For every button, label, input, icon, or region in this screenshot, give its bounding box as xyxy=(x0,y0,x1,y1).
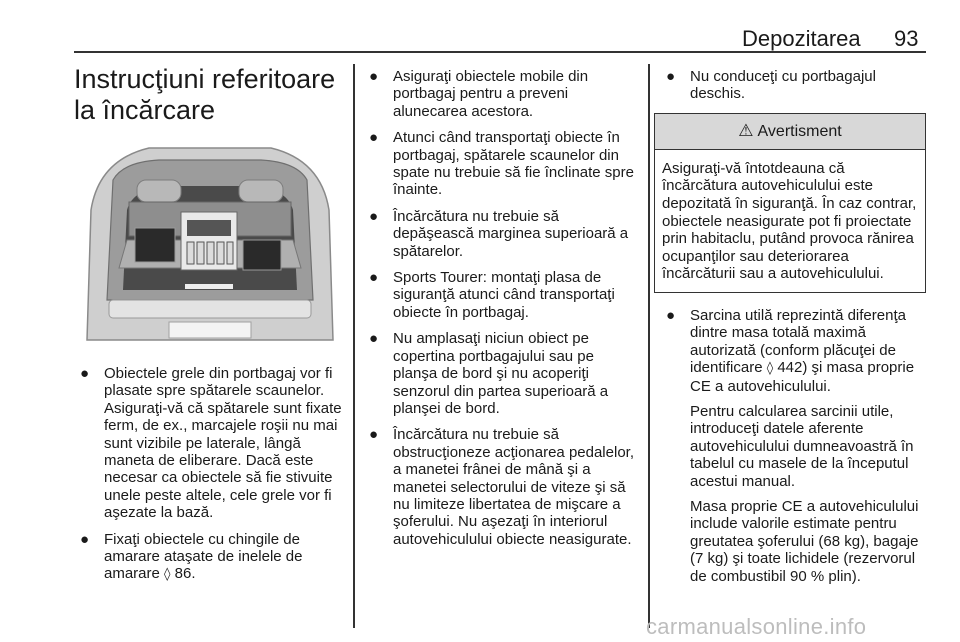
list-item xyxy=(369,269,639,321)
bullet-icon: ● xyxy=(369,207,379,225)
paragraph-text: Obiectele grele din portbagaj vor fi plasate spre spătarele scaunelor. Asiguraţi-vă că spătarele sunt fixate ferm, de ex., marcajele roşii nu mai sunt vizibile pe laterale, lângă maneta de eliberare. Dacă este necesar ca obiectele să fie stivuite unele peste altele, cele grele vor fi aşezate la bază. xyxy=(104,365,342,522)
list-item xyxy=(666,68,928,103)
section-title-line-1: Instrucţiuni referitoare xyxy=(74,64,336,94)
page-reference-icon: ◊ xyxy=(766,361,774,377)
paragraph-text xyxy=(104,531,350,584)
section-title xyxy=(74,64,344,126)
page-reference-icon: ◊ xyxy=(164,567,171,583)
list-item xyxy=(369,68,639,120)
bullet-icon: ● xyxy=(369,129,379,147)
bullet-icon: ● xyxy=(80,530,90,548)
paragraph-text: Sarcina utilă reprezintă diferenţa dintre masa totală maximă autorizată (conform plăcuţei de identificare xyxy=(690,306,906,377)
warning-box xyxy=(654,113,926,293)
paragraph-text: Pentru calcularea sarcinii utile, introduceţi datele aferente autovehiculului dumneavoastră în tabelul cu masele de la începutul acestui manual. xyxy=(690,403,914,490)
car-trunk-drawing xyxy=(79,140,341,350)
bullet-icon: ● xyxy=(369,330,379,348)
list-item xyxy=(369,330,639,417)
paragraph-text: Încărcătura nu trebuie să depăşească marginea superioară a spătarelor. xyxy=(393,207,629,260)
column-1 xyxy=(80,365,350,593)
page-reference[interactable]: 442) şi masa proprie CE a autovehiculului. xyxy=(690,359,915,395)
paragraph-text: Sports Tourer: montaţi plasa de siguranţă atunci când transportaţi obiecte în portbagaj. xyxy=(393,269,615,321)
list-item xyxy=(80,365,350,522)
page-number: 93 xyxy=(894,26,919,51)
bullet-icon: ● xyxy=(369,269,379,287)
list-item xyxy=(369,129,639,199)
paragraph-text: Încărcătura nu trebuie să obstrucţioneze acţionarea pedalelor, a manetei frânei de mână şi a manetei selectorului de viteze şi să nu limiteze libertatea de mişcare a şoferului. Nu aşezaţi în interiorul autovehiculului obiecte neasigurate. xyxy=(393,426,634,548)
list-item xyxy=(369,208,639,260)
paragraph-text: Asiguraţi obiectele mobile din portbagaj pentru a preveni alunecarea acestora. xyxy=(393,68,589,120)
bullet-icon: ● xyxy=(369,426,379,444)
list-item xyxy=(369,426,639,548)
paragraph-text: Masa proprie CE a autovehiculului include valorile estimate pentru greutatea şoferului (68 kg), bagaje (7 kg) şi toate lichidele (rezervorul de combustibil 90 % plin). xyxy=(690,498,919,585)
bullet-icon: ● xyxy=(369,68,379,85)
list-item xyxy=(80,531,350,584)
section-title-line-2: la încărcare xyxy=(74,95,216,125)
column-divider-2 xyxy=(648,64,650,628)
header-divider xyxy=(74,51,926,53)
column-divider-1 xyxy=(353,64,355,628)
page-reference[interactable]: 86. xyxy=(174,565,196,583)
bullet-icon: ● xyxy=(666,68,676,85)
list-item xyxy=(666,307,928,585)
warning-text: Asiguraţi-vă întotdeauna că încărcătura autovehiculului este depozitată în siguranţă. În caz contrar, obiectele neasigurate pot fi proiectate prin habitaclu, putând provoca rănirea ocupanţilor sau deteriorarea încărcăturii sau a autovehiculului. xyxy=(662,159,917,283)
watermark: carmanualsonline.info xyxy=(646,614,867,639)
paragraph-text: Fixaţi obiectele cu chingile de amarare ataşate de inelele de amarare xyxy=(104,530,303,583)
paragraph-text: Nu conduceţi cu portbagajul deschis. xyxy=(690,68,876,103)
car-trunk-illustration xyxy=(79,140,341,350)
warning-header xyxy=(655,114,925,150)
paragraph-text xyxy=(690,307,928,395)
bullet-icon: ● xyxy=(666,306,676,324)
header-section-title: Depozitarea xyxy=(742,26,861,51)
paragraph-text: Nu amplasaţi niciun obiect pe copertina portbagajului sau pe planşa de bord şi nu acoperiţi senzorul din partea superioară a planşei de bord. xyxy=(393,330,609,417)
paragraph-text: Atunci când transportaţi obiecte în portbagaj, spătarele scaunelor din spate nu trebuie să fie înclinate spre înainte. xyxy=(393,129,634,199)
bullet-icon: ● xyxy=(80,365,90,382)
warning-title: Avertisment xyxy=(757,122,842,140)
warning-icon: ⚠ xyxy=(738,120,754,141)
column-3 xyxy=(662,68,928,594)
column-2 xyxy=(369,68,639,557)
